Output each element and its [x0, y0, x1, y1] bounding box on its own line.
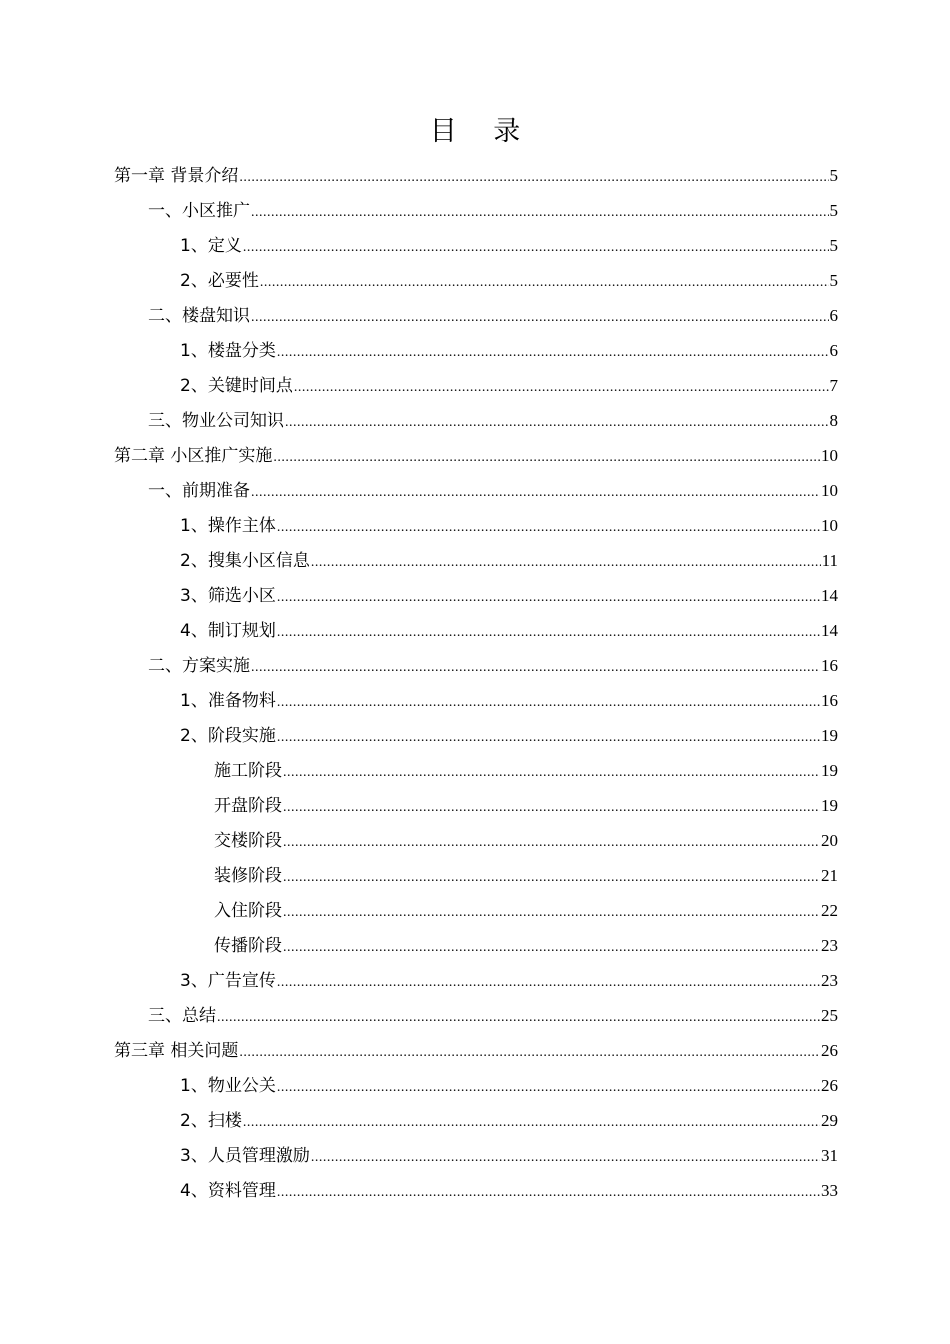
toc-entry[interactable] — [114, 1138, 838, 1173]
toc-entry[interactable] — [114, 683, 838, 718]
toc-entry-label: 1、物业公关 — [180, 1076, 276, 1096]
toc-entry[interactable] — [114, 193, 838, 228]
toc-entry[interactable] — [114, 788, 838, 823]
toc-entry-label: 交楼阶段 — [214, 831, 282, 851]
dot-leader — [283, 930, 820, 965]
dot-leader — [311, 545, 821, 580]
dot-leader — [239, 1035, 820, 1070]
toc-entry-label: 第三章 相关问题 — [114, 1041, 239, 1061]
toc-entry[interactable] — [114, 893, 838, 928]
toc-entry-page-number: 16 — [821, 691, 838, 710]
dot-leader — [294, 370, 829, 405]
toc-entry-label: 2、关键时间点 — [180, 376, 293, 396]
toc-entry-label: 2、必要性 — [180, 271, 259, 291]
toc-entry-page-number: 10 — [821, 446, 838, 465]
toc-entry-label: 2、阶段实施 — [180, 726, 276, 746]
dot-leader — [277, 965, 820, 1000]
toc-entry-label: 2、扫楼 — [180, 1111, 242, 1131]
toc-entry-label: 第一章 背景介绍 — [114, 166, 239, 186]
dot-leader — [273, 440, 820, 475]
toc-entry-page-number: 26 — [821, 1076, 838, 1095]
toc-entry-page-number: 22 — [821, 901, 838, 920]
dot-leader — [260, 265, 829, 300]
toc-entry-page-number: 14 — [821, 621, 838, 640]
toc-entry-page-number: 14 — [821, 586, 838, 605]
toc-list — [114, 158, 838, 1208]
dot-leader — [251, 650, 820, 685]
toc-entry[interactable] — [114, 368, 838, 403]
toc-entry[interactable] — [114, 508, 838, 543]
toc-entry[interactable] — [114, 753, 838, 788]
dot-leader — [283, 860, 820, 895]
toc-entry[interactable] — [114, 333, 838, 368]
toc-entry[interactable] — [114, 1103, 838, 1138]
toc-entry-label: 传播阶段 — [214, 936, 282, 956]
dot-leader — [277, 1175, 820, 1210]
toc-entry-label: 第二章 小区推广实施 — [114, 446, 273, 466]
toc-entry-page-number: 19 — [821, 761, 838, 780]
toc-entry[interactable] — [114, 858, 838, 893]
dot-leader — [251, 195, 829, 230]
toc-entry[interactable] — [114, 963, 838, 998]
toc-entry-label: 一、小区推广 — [148, 201, 250, 221]
dot-leader — [243, 1105, 820, 1140]
toc-entry-label: 1、操作主体 — [180, 516, 276, 536]
toc-entry-label: 施工阶段 — [214, 761, 282, 781]
dot-leader — [277, 510, 820, 545]
dot-leader — [277, 335, 829, 370]
toc-entry[interactable] — [114, 928, 838, 963]
toc-entry-label: 开盘阶段 — [214, 796, 282, 816]
toc-entry[interactable] — [114, 823, 838, 858]
toc-entry[interactable] — [114, 578, 838, 613]
dot-leader — [283, 895, 820, 930]
toc-entry-page-number: 23 — [821, 936, 838, 955]
toc-entry-page-number: 5 — [829, 236, 838, 255]
dot-leader — [277, 615, 820, 650]
toc-entry-page-number: 7 — [829, 376, 838, 395]
toc-entry-label: 二、楼盘知识 — [148, 306, 250, 326]
dot-leader — [311, 1140, 820, 1175]
toc-entry-page-number: 26 — [821, 1041, 838, 1060]
toc-entry-page-number: 16 — [821, 656, 838, 675]
toc-entry-label: 1、准备物料 — [180, 691, 276, 711]
toc-entry[interactable] — [114, 543, 838, 578]
toc-entry[interactable] — [114, 438, 838, 473]
toc-entry[interactable] — [114, 298, 838, 333]
dot-leader — [277, 580, 820, 615]
toc-entry[interactable] — [114, 263, 838, 298]
toc-entry-page-number: 6 — [829, 306, 838, 325]
toc-entry-page-number: 10 — [821, 516, 838, 535]
toc-entry-label: 4、制订规划 — [180, 621, 276, 641]
toc-entry-label: 一、前期准备 — [148, 481, 250, 501]
toc-entry-page-number: 29 — [821, 1111, 838, 1130]
toc-entry-label: 1、楼盘分类 — [180, 341, 276, 361]
toc-entry[interactable] — [114, 158, 838, 193]
dot-leader — [283, 755, 820, 790]
toc-entry-label: 入住阶段 — [214, 901, 282, 921]
dot-leader — [251, 300, 829, 335]
toc-entry[interactable] — [114, 613, 838, 648]
toc-entry-label: 1、定义 — [180, 236, 242, 256]
toc-entry-page-number: 10 — [821, 481, 838, 500]
toc-entry-label: 三、总结 — [148, 1006, 216, 1026]
toc-entry-page-number: 8 — [829, 411, 838, 430]
toc-entry-page-number: 20 — [821, 831, 838, 850]
dot-leader — [277, 1070, 820, 1105]
toc-entry-label: 装修阶段 — [214, 866, 282, 886]
dot-leader — [277, 720, 820, 755]
toc-entry-label: 3、人员管理激励 — [180, 1146, 310, 1166]
toc-entry-label: 3、广告宣传 — [180, 971, 276, 991]
toc-entry[interactable] — [114, 228, 838, 263]
toc-entry-page-number: 19 — [821, 726, 838, 745]
toc-entry[interactable] — [114, 648, 838, 683]
dot-leader — [285, 405, 829, 440]
toc-entry[interactable] — [114, 1068, 838, 1103]
toc-entry-label: 3、筛选小区 — [180, 586, 276, 606]
toc-title: 目 录 — [429, 116, 535, 147]
dot-leader — [283, 790, 820, 825]
dot-leader — [217, 1000, 820, 1035]
dot-leader — [243, 230, 829, 265]
toc-entry-label: 4、资料管理 — [180, 1181, 276, 1201]
toc-entry-page-number: 5 — [829, 201, 838, 220]
toc-entry[interactable] — [114, 403, 838, 438]
toc-entry-label: 2、搜集小区信息 — [180, 551, 310, 571]
toc-entry-page-number: 19 — [821, 796, 838, 815]
toc-entry[interactable] — [114, 998, 838, 1033]
dot-leader — [283, 825, 820, 860]
toc-entry-page-number: 23 — [821, 971, 838, 990]
toc-entry-page-number: 25 — [821, 1006, 838, 1025]
toc-entry-page-number: 31 — [821, 1146, 838, 1165]
toc-entry-page-number: 6 — [829, 341, 838, 360]
toc-entry[interactable] — [114, 1173, 838, 1208]
toc-entry[interactable] — [114, 473, 838, 508]
toc-entry-label: 二、方案实施 — [148, 656, 250, 676]
toc-entry-page-number: 33 — [821, 1181, 838, 1200]
toc-entry-page-number: 5 — [829, 166, 838, 185]
dot-leader — [239, 160, 828, 195]
toc-entry-label: 三、物业公司知识 — [148, 411, 284, 431]
toc-entry-page-number: 21 — [821, 866, 838, 885]
dot-leader — [277, 685, 820, 720]
dot-leader — [251, 475, 820, 510]
toc-entry[interactable] — [114, 718, 838, 753]
toc-entry[interactable] — [114, 1033, 838, 1068]
toc-entry-page-number: 5 — [829, 271, 838, 290]
toc-entry-page-number: 11 — [821, 551, 838, 570]
